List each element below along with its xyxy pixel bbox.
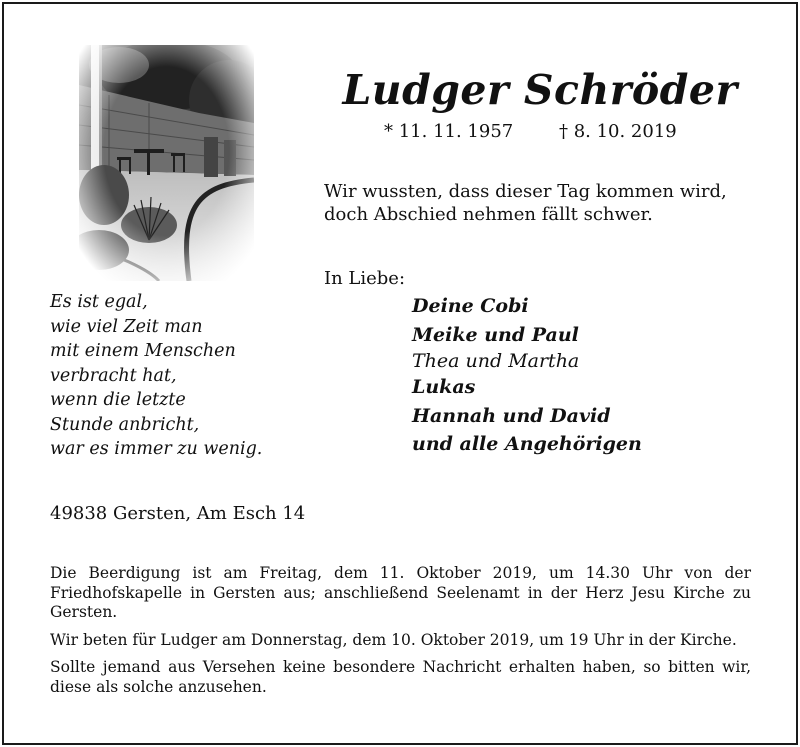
mourner-name: Lukas: [412, 376, 476, 398]
prayer-details: Wir beten für Ludger am Donnerstag, dem 10. Oktober 2019, um 19 Uhr in der Kirche.: [50, 630, 737, 649]
mourner-name: Thea und Martha: [412, 350, 580, 372]
poem-line: war es immer zu wenig.: [50, 439, 263, 459]
garden-photo: [79, 45, 254, 281]
poem-line: Stunde anbricht,: [50, 414, 200, 435]
poem-line: wie viel Zeit man: [50, 316, 203, 337]
poem-line: verbracht hat,: [50, 365, 177, 386]
poem-line: wenn die letzte: [50, 390, 186, 410]
funeral-notices: [50, 564, 751, 705]
verse-line: Wir wussten, dass dieser Tag kommen wird,: [324, 181, 727, 202]
mourners-list: [412, 292, 642, 459]
in-love-label: In Liebe:: [324, 268, 406, 289]
funeral-details: Die Beerdigung ist am Freitag, dem 11. Oktober 2019, um 14.30 Uhr von der Friedhofskapelle in Gersten aus; anschließend Seelenamt in der Herz Jesu Kirche zu Gersten.: [50, 564, 751, 621]
verse-line: doch Abschied nehmen fällt schwer.: [324, 204, 653, 225]
farewell-verse: [324, 180, 727, 226]
mourner-name: Hannah und David: [412, 404, 611, 427]
family-address: 49838 Gersten, Am Esch 14: [50, 503, 306, 524]
poem-line: mit einem Menschen: [50, 341, 236, 361]
birth-date: * 11. 11. 1957: [384, 121, 514, 142]
death-date: † 8. 10. 2019: [558, 121, 677, 142]
poem-line: Es ist egal,: [50, 292, 148, 312]
deceased-name: Ludger Schröder: [342, 66, 738, 114]
mourner-name: Meike und Paul: [412, 323, 579, 346]
memorial-poem: [50, 290, 262, 462]
life-dates: [384, 121, 677, 142]
mourner-name: Deine Cobi: [412, 295, 529, 317]
notification-note: Sollte jemand aus Versehen keine besondere Nachricht erhalten haben, so bitten wir, diese als solche anzusehen.: [50, 658, 751, 696]
mourner-name: und alle Angehörigen: [412, 433, 642, 455]
